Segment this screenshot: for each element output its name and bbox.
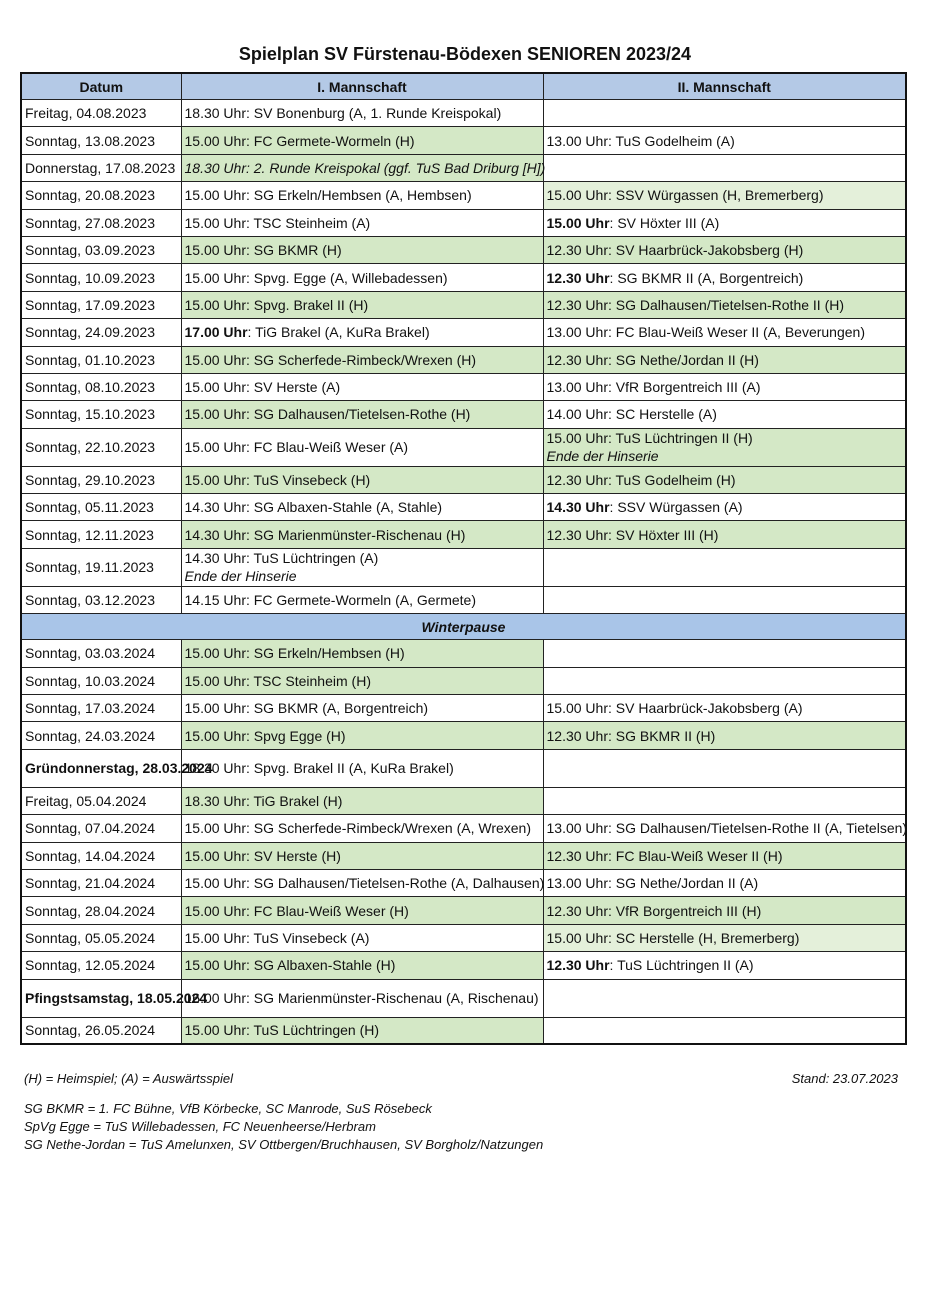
match-label: 15.00 Uhr: SG Scherfede-Rimbeck/Wrexen (A, Wrexen) <box>184 820 531 837</box>
table-row <box>21 521 906 548</box>
match-label: 15.00 Uhr: TSC Steinheim (A) <box>184 214 371 231</box>
match-text <box>185 160 546 176</box>
table-row <box>21 640 906 667</box>
table-row <box>21 695 906 722</box>
match-text <box>185 352 477 368</box>
team2-cell <box>543 346 906 373</box>
match-text <box>547 728 716 744</box>
date-cell: Sonntag, 13.08.2023 <box>21 127 181 154</box>
team2-cell <box>543 127 906 154</box>
date-cell: Sonntag, 22.10.2023 <box>21 428 181 466</box>
note-line: SG BKMR = 1. FC Bühne, VfB Körbecke, SC Manrode, SuS Rösebeck <box>24 1101 432 1116</box>
team2-cell <box>543 154 906 181</box>
team1-cell <box>181 466 543 493</box>
table-row <box>21 373 906 400</box>
match-text <box>185 297 369 313</box>
date-cell: Sonntag, 12.05.2024 <box>21 952 181 979</box>
date-cell: Sonntag, 05.11.2023 <box>21 494 181 521</box>
match-label: 18.30 Uhr: TiG Brakel (H) <box>184 793 343 809</box>
team1-cell <box>181 695 543 722</box>
bold-time: 17.00 Uhr <box>184 324 248 341</box>
match-label: 13.00 Uhr: SG Dalhausen/Tietelsen-Rothe II (A, Tietelsen) <box>546 820 908 837</box>
match-label: 15.00 Uhr: SG Erkeln/Hembsen (A, Hembsen) <box>184 187 472 204</box>
match-text <box>547 903 762 919</box>
match-text <box>185 1022 380 1038</box>
match-text <box>547 297 845 313</box>
table-row <box>21 346 906 373</box>
date-cell: Freitag, 04.08.2023 <box>21 100 181 127</box>
team2-cell <box>543 100 906 127</box>
match-text <box>185 215 371 231</box>
first-half-rows <box>21 100 906 614</box>
team1-cell <box>181 373 543 400</box>
match-label: 14.30 Uhr: SG Marienmünster-Rischenau (H) <box>184 526 466 543</box>
table-row <box>21 842 906 869</box>
match-text <box>547 957 754 973</box>
team1-cell <box>181 494 543 521</box>
match-label: 12.30 Uhr: VfR Borgentreich III (H) <box>546 902 762 919</box>
team2-cell <box>543 924 906 951</box>
match-label: 15.00 Uhr: SV Herste (A) <box>184 379 341 396</box>
match-text <box>185 242 342 258</box>
match-label: 15.00 Uhr: FC Blau-Weiß Weser (A) <box>184 439 409 456</box>
team1-cell <box>181 842 543 869</box>
date-cell: Sonntag, 20.08.2023 <box>21 182 181 209</box>
team2-cell <box>543 291 906 318</box>
match-label: 15.00 Uhr: TuS Lüchtringen (H) <box>184 1022 380 1039</box>
team2-cell <box>543 209 906 236</box>
table-row <box>21 428 906 466</box>
match-label: 15.00 Uhr: SC Herstelle (H, Bremerberg) <box>546 929 800 946</box>
team2-cell <box>543 586 906 613</box>
team2-cell <box>543 428 906 466</box>
match-label: 14.30 Uhr: SG Albaxen-Stahle (A, Stahle) <box>184 499 443 516</box>
team2-cell <box>543 667 906 694</box>
date-cell: Sonntag, 03.09.2023 <box>21 236 181 263</box>
team2-cell <box>543 787 906 814</box>
page-title: Spielplan SV Fürstenau-Bödexen SENIOREN 2023/24 <box>238 44 692 64</box>
team2-cell <box>543 182 906 209</box>
team1-cell <box>181 319 543 346</box>
match-text <box>185 930 370 946</box>
team1-cell <box>181 154 546 181</box>
match-text <box>185 270 448 286</box>
bold-time: 14.30 Uhr <box>546 499 610 516</box>
team1-cell <box>181 100 543 127</box>
bold-time: 12.30 Uhr <box>546 957 610 974</box>
match-label: 15.00 Uhr: SG Albaxen-Stahle (H) <box>184 957 396 974</box>
match-label: : SV Höxter III (A) <box>609 214 720 231</box>
team2-cell <box>543 548 906 586</box>
date-cell: Sonntag, 26.05.2024 <box>21 1017 181 1044</box>
match-text <box>185 592 476 608</box>
match-label: : TiG Brakel (A, KuRa Brakel) <box>247 324 430 341</box>
match-text <box>185 133 415 149</box>
second-half-rows <box>21 640 906 1045</box>
team1-cell <box>181 182 543 209</box>
table-row <box>21 749 906 787</box>
match-label: 18.30 Uhr: Spvg. Brakel II (A, KuRa Brakel) <box>184 760 454 777</box>
table-row <box>21 154 906 181</box>
match-text <box>185 439 409 455</box>
team1-cell <box>181 869 543 896</box>
team1-cell <box>181 428 543 466</box>
match-text <box>185 406 471 422</box>
match-label: 15.00 Uhr: FC Blau-Weiß Weser (H) <box>184 902 409 919</box>
table-row <box>21 586 906 613</box>
team1-cell <box>181 722 543 749</box>
match-label: 15.00 Uhr: Spvg. Brakel II (H) <box>184 296 369 313</box>
date-cell: Sonntag, 01.10.2023 <box>21 346 181 373</box>
date-cell: Sonntag, 07.04.2024 <box>21 815 181 842</box>
team1-cell <box>181 548 543 586</box>
table-row <box>21 182 906 209</box>
match-label: : SSV Würgassen (A) <box>609 499 743 516</box>
match-label: 15.00 Uhr: SG Dalhausen/Tietelsen-Rothe (A, Dalhausen) <box>184 875 545 892</box>
date-cell: Sonntag, 05.05.2024 <box>21 924 181 951</box>
table-row <box>21 979 906 1017</box>
match-label: 13.00 Uhr: SG Nethe/Jordan II (A) <box>546 875 759 892</box>
team2-cell <box>543 869 906 896</box>
team2-cell <box>543 466 906 493</box>
match-label: 15.00 Uhr: TuS Vinsebeck (H) <box>184 471 371 488</box>
match-label: 12.30 Uhr: SV Höxter III (H) <box>546 526 719 543</box>
date-cell: Sonntag, 10.03.2024 <box>21 667 181 694</box>
table-row <box>21 667 906 694</box>
match-text <box>185 760 454 776</box>
match-text <box>547 875 759 891</box>
table-row <box>21 815 906 842</box>
match-label: 13.00 Uhr: VfR Borgentreich III (A) <box>546 379 761 396</box>
team1-cell <box>181 209 543 236</box>
date-cell: Sonntag, 12.11.2023 <box>21 521 181 548</box>
date-cell: Freitag, 05.04.2024 <box>21 787 181 814</box>
match-text <box>185 105 502 121</box>
match-text <box>185 499 443 515</box>
team1-cell <box>181 787 543 814</box>
table-row <box>21 924 906 951</box>
match-label: 18.30 Uhr: SV Bonenburg (A, 1. Runde Kreispokal) <box>184 105 502 122</box>
match-label: 12.30 Uhr: SV Haarbrück-Jakobsberg (H) <box>546 242 804 259</box>
table-row <box>21 548 906 586</box>
table-row <box>21 319 906 346</box>
table-row <box>21 100 906 127</box>
team1-cell <box>181 586 543 613</box>
match-label: 15.00 Uhr: TuS Lüchtringen II (H) <box>546 430 753 447</box>
match-text <box>547 324 866 340</box>
table-header-row <box>21 73 906 100</box>
team-notes <box>24 1100 543 1154</box>
date-cell: Donnerstag, 17.08.2023 <box>21 154 181 181</box>
winterpause-label: Winterpause <box>21 614 906 640</box>
match-text <box>185 645 405 661</box>
match-label: 15.00 Uhr: FC Germete-Wormeln (H) <box>184 132 415 149</box>
team2-cell <box>543 749 906 787</box>
match-text <box>185 700 429 716</box>
match-text <box>547 930 800 946</box>
note-line: SG Nethe-Jordan = TuS Amelunxen, SV Ottbergen/Bruchhausen, SV Borgholz/Natzungen <box>24 1137 544 1152</box>
match-text <box>185 550 379 566</box>
table-row <box>21 722 906 749</box>
team2-cell <box>543 815 906 842</box>
match-text <box>547 430 753 446</box>
match-label: 15.00 Uhr: SSV Würgassen (H, Bremerberg) <box>546 187 824 204</box>
header-team2: II. Mannschaft <box>543 73 906 100</box>
table-row <box>21 127 906 154</box>
match-label: 14.15 Uhr: FC Germete-Wormeln (A, Germete) <box>184 592 476 609</box>
match-text <box>547 187 824 203</box>
team2-cell <box>543 264 906 291</box>
date-cell: Sonntag, 10.09.2023 <box>21 264 181 291</box>
match-text <box>185 990 539 1006</box>
match-label: 15.00 Uhr: Spvg. Egge (A, Willebadessen) <box>184 269 448 286</box>
match-text <box>547 499 743 515</box>
table-row <box>21 1017 906 1044</box>
team1-cell <box>181 264 543 291</box>
team1-cell <box>181 521 543 548</box>
match-label: : TuS Lüchtringen II (A) <box>609 957 754 974</box>
team2-cell <box>543 722 906 749</box>
team2-cell <box>543 640 906 667</box>
team2-cell <box>543 1017 906 1044</box>
table-row <box>21 897 906 924</box>
team1-cell <box>181 1017 543 1044</box>
schedule-table <box>20 72 907 1045</box>
match-text <box>185 903 409 919</box>
team1-cell <box>181 401 543 428</box>
match-text <box>185 379 341 395</box>
date-cell: Sonntag, 03.03.2024 <box>21 640 181 667</box>
date-cell: Sonntag, 21.04.2024 <box>21 869 181 896</box>
match-text <box>547 379 761 395</box>
match-label: 13.00 Uhr: FC Blau-Weiß Weser II (A, Beverungen) <box>546 324 865 341</box>
match-text <box>185 848 341 864</box>
match-text <box>185 527 466 543</box>
team2-cell <box>543 842 906 869</box>
date-cell: Sonntag, 27.08.2023 <box>21 209 181 236</box>
table-row <box>21 494 906 521</box>
match-label: 15.00 Uhr: Spvg Egge (H) <box>184 727 346 744</box>
match-label: 16.00 Uhr: SG Marienmünster-Rischenau (A, Rischenau) <box>184 990 539 1007</box>
match-text <box>547 527 719 543</box>
match-label: 15.00 Uhr: SG Scherfede-Rimbeck/Wrexen (H) <box>184 351 477 368</box>
match-label: 12.30 Uhr: SG Dalhausen/Tietelsen-Rothe II (H) <box>546 296 845 313</box>
table-row <box>21 401 906 428</box>
team1-cell <box>181 924 543 951</box>
match-label: 15.00 Uhr: SG Erkeln/Hembsen (H) <box>184 645 405 662</box>
team1-cell <box>181 749 543 787</box>
match-text <box>547 848 783 864</box>
date-cell: Sonntag, 29.10.2023 <box>21 466 181 493</box>
match-label: 15.00 Uhr: SG BKMR (A, Borgentreich) <box>184 700 429 717</box>
team1-cell <box>181 291 543 318</box>
bold-time: 12.30 Uhr <box>546 269 610 286</box>
date-cell: Sonntag, 08.10.2023 <box>21 373 181 400</box>
match-text <box>185 187 472 203</box>
date-cell: Sonntag, 24.03.2024 <box>21 722 181 749</box>
match-text <box>547 700 803 716</box>
match-label: 12.30 Uhr: TuS Godelheim (H) <box>546 471 736 488</box>
match-label: 15.00 Uhr: SV Herste (H) <box>184 847 341 864</box>
date-cell: Sonntag, 28.04.2024 <box>21 897 181 924</box>
match-text <box>185 957 396 973</box>
table-row <box>21 869 906 896</box>
match-text <box>547 242 804 258</box>
match-text <box>185 673 371 689</box>
team1-cell <box>181 667 543 694</box>
team2-cell <box>543 695 906 722</box>
team2-cell <box>543 236 906 263</box>
date-cell: Sonntag, 19.11.2023 <box>21 548 181 586</box>
match-label: 15.00 Uhr: TSC Steinheim (H) <box>184 672 371 689</box>
match-text <box>547 820 908 836</box>
team1-cell <box>181 952 543 979</box>
team2-cell <box>543 373 906 400</box>
date-cell: Sonntag, 14.04.2024 <box>21 842 181 869</box>
team1-cell <box>181 897 543 924</box>
match-text <box>547 133 735 149</box>
table-row <box>21 787 906 814</box>
team2-cell <box>543 401 906 428</box>
match-text <box>185 820 532 836</box>
match-text <box>547 270 804 286</box>
date-cell: Sonntag, 24.09.2023 <box>21 319 181 346</box>
match-text <box>185 875 545 891</box>
header-datum: Datum <box>21 73 181 100</box>
team1-cell <box>181 346 543 373</box>
team2-cell <box>543 494 906 521</box>
match-label: 12.30 Uhr: SG BKMR II (H) <box>546 727 716 744</box>
match-label: 14.30 Uhr: TuS Lüchtringen (A) <box>184 550 379 567</box>
table-row <box>21 209 906 236</box>
bold-time: 15.00 Uhr <box>546 214 610 231</box>
match-text <box>547 215 720 231</box>
match-text <box>185 793 343 809</box>
table-row <box>21 466 906 493</box>
match-label: 15.00 Uhr: SV Haarbrück-Jakobsberg (A) <box>546 700 803 717</box>
note-line: SpVg Egge = TuS Willebadessen, FC Neuenheerse/Herbram <box>24 1119 376 1134</box>
match-label: 12.30 Uhr: FC Blau-Weiß Weser II (H) <box>546 847 783 864</box>
team2-cell <box>543 521 906 548</box>
winterpause-row <box>21 614 906 640</box>
series-end-note: Ende der Hinserie <box>546 448 659 465</box>
match-label: : SG BKMR II (A, Borgentreich) <box>609 269 804 286</box>
match-text <box>185 472 371 488</box>
team1-cell <box>181 815 543 842</box>
table-row <box>21 264 906 291</box>
table-row <box>21 236 906 263</box>
match-text <box>547 406 717 422</box>
match-text <box>185 324 430 340</box>
table-row <box>21 952 906 979</box>
date-cell: Sonntag, 03.12.2023 <box>21 586 181 613</box>
header-team1: I. Mannschaft <box>181 73 543 100</box>
match-text <box>547 352 759 368</box>
date-cell: Pfingstsamstag, 18.05.2024 <box>21 979 181 1017</box>
match-label: 15.00 Uhr: SG Dalhausen/Tietelsen-Rothe (H) <box>184 406 471 423</box>
match-label: 15.00 Uhr: TuS Vinsebeck (A) <box>184 929 370 946</box>
team1-cell <box>181 127 543 154</box>
match-label: 15.00 Uhr: SG BKMR (H) <box>184 242 342 259</box>
team1-cell <box>181 236 543 263</box>
team2-cell <box>543 952 906 979</box>
match-label: 18.30 Uhr: 2. Runde Kreispokal (ggf. TuS Bad Driburg [H]) <box>184 159 546 176</box>
match-label: 12.30 Uhr: SG Nethe/Jordan II (H) <box>546 351 759 368</box>
date-cell: Sonntag, 17.03.2024 <box>21 695 181 722</box>
legend-text: (H) = Heimspiel; (A) = Auswärtsspiel <box>24 1071 234 1086</box>
date-cell: Sonntag, 15.10.2023 <box>21 401 181 428</box>
stand-date: Stand: 23.07.2023 <box>791 1071 898 1086</box>
team2-cell <box>543 979 906 1017</box>
match-label: 14.00 Uhr: SC Herstelle (A) <box>546 406 717 423</box>
date-cell: Sonntag, 17.09.2023 <box>21 291 181 318</box>
team2-cell <box>543 319 906 346</box>
table-row <box>21 291 906 318</box>
team1-cell <box>181 640 543 667</box>
match-text <box>547 472 736 488</box>
team2-cell <box>543 897 906 924</box>
team1-cell <box>181 979 543 1017</box>
match-label: 13.00 Uhr: TuS Godelheim (A) <box>546 132 735 149</box>
date-cell: Gründonnerstag, 28.03.2024 <box>21 749 181 787</box>
match-text <box>185 728 346 744</box>
series-end-note: Ende der Hinserie <box>184 568 297 585</box>
